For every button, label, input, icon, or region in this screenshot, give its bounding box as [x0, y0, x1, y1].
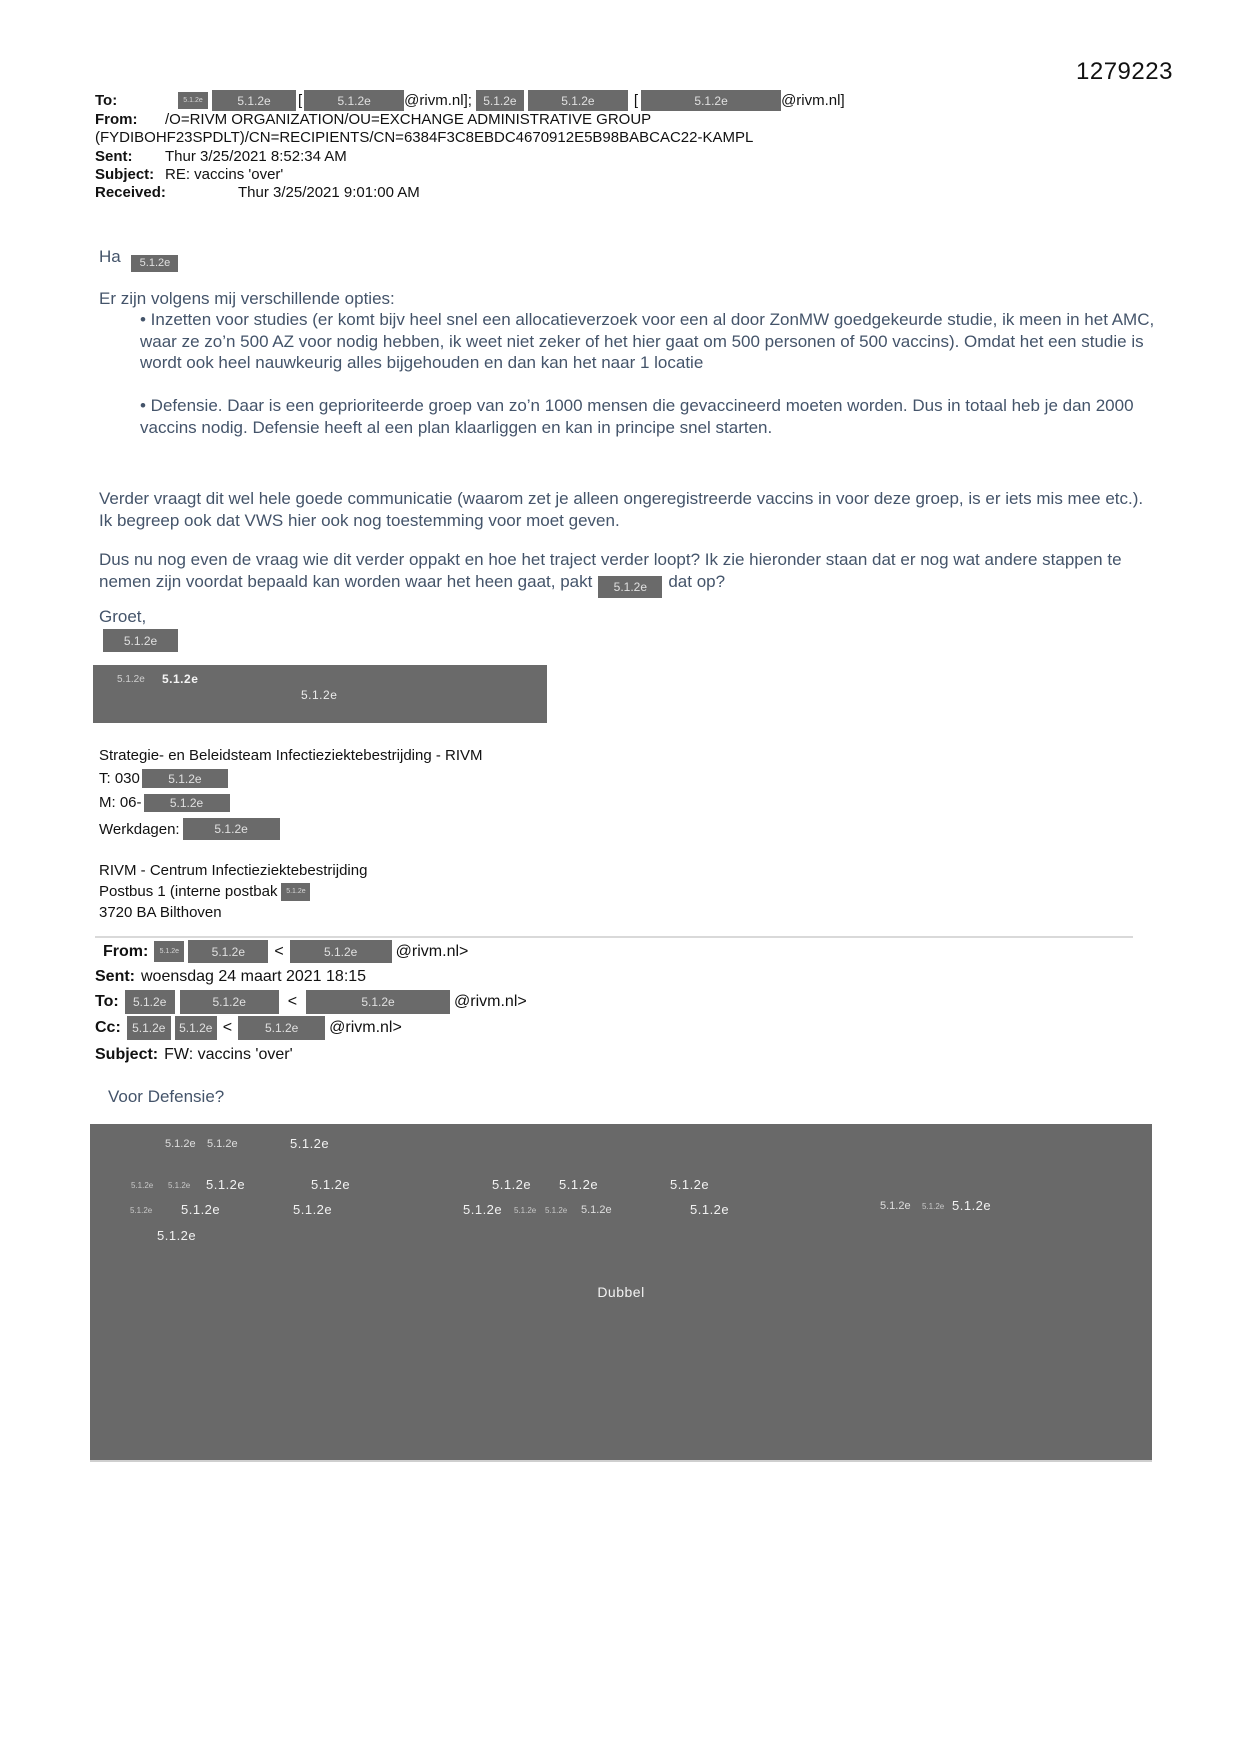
redaction-label: 5.1.2e — [290, 1136, 330, 1151]
paragraph3-pre: Dus nu nog even de vraag wie dit verder oppakt en hoe het traject verder loopt? Ik zie hieronder staan dat er nog wat andere stappen te nemen zijn voordat bepaald kan worden waar het heen gaat, pakt — [99, 550, 1122, 591]
email-suffix: @rivm.nl> — [454, 993, 527, 1010]
address-line1: Postbus 1 (interne postbak — [99, 883, 278, 900]
signature-redaction-block — [93, 665, 547, 723]
redaction-label: 5.1.2e — [206, 1177, 246, 1192]
received-label: Received: — [95, 184, 166, 201]
subject-value: FW: vaccins 'over' — [164, 1046, 293, 1063]
bullet-glyph: • — [140, 310, 146, 329]
redaction-label: 5.1.2e — [880, 1200, 911, 1212]
dubbel-label: Dubbel — [597, 1284, 645, 1300]
angle-bracket: < — [274, 942, 284, 960]
separator-line — [95, 936, 1133, 938]
signature-workdays-row — [99, 818, 280, 840]
bullet-item-1 — [99, 309, 1186, 374]
to-suffix-2: @rivm.nl] — [781, 91, 845, 109]
redaction-label: 5.1.2e — [670, 1177, 710, 1192]
sent-label: Sent: — [95, 148, 133, 165]
redaction-box: 5.1.2e — [290, 940, 392, 963]
redaction-box: 5.1.2e — [281, 883, 310, 901]
redaction-label: 5.1.2e — [559, 1177, 599, 1192]
paragraph3-post: dat op? — [668, 571, 726, 591]
subject-label: Subject: — [95, 166, 155, 183]
angle-bracket: < — [287, 993, 298, 1010]
redaction-label: 5.1.2e — [492, 1177, 532, 1192]
redaction-label: 5.1.2e — [130, 1206, 153, 1215]
redaction-box: 5.1.2e — [476, 90, 524, 111]
angle-bracket: < — [222, 1019, 233, 1036]
bullet1-text: Inzetten voor studies (er komt bijv heel snel een allocatieverzoek voor een al door ZonMW goedgekeurde studie, ik meen in het AMC, waar ze zo’n 500 AZ voor nodig hebben, ik weet niet zeker of het hier gaat om 500 personen of 500 vaccins). Omdat het een studie is wordt ook heel nauwkeurig alles bijgehouden en dan kan het naar 1 locatie — [140, 310, 1155, 372]
subject-label: Subject: — [95, 1046, 159, 1063]
redaction-label: 5.1.2e — [168, 1181, 191, 1190]
email-suffix: @rivm.nl> — [395, 942, 469, 960]
redaction-box: 5.1.2e — [154, 941, 184, 962]
redaction-box: 5.1.2e — [598, 576, 662, 598]
redacted-content-block — [90, 1124, 1152, 1462]
bracket-text: [ — [298, 91, 303, 109]
doc-number: 1279223 — [1076, 58, 1173, 85]
redaction-box: 5.1.2e — [528, 90, 628, 111]
redaction-box: 5.1.2e — [306, 990, 450, 1014]
redaction-label: 5.1.2e — [207, 1138, 238, 1150]
header1-subject-row — [95, 165, 283, 185]
bullet-item-2 — [99, 395, 1186, 438]
redaction-box: 5.1.2e — [175, 1016, 217, 1040]
header2-from-row — [103, 940, 468, 963]
cc-label: Cc: — [95, 1019, 121, 1036]
header1-from-row2 — [95, 128, 753, 148]
header2-sent-row — [95, 966, 366, 988]
redaction-label: 5.1.2e — [311, 1177, 351, 1192]
redaction-box: 5.1.2e — [178, 92, 208, 109]
redaction-box: 5.1.2e — [103, 629, 178, 652]
redaction-box: 5.1.2e — [125, 990, 175, 1014]
mobile-prefix: M: 06- — [99, 794, 142, 811]
redaction-box: 5.1.2e — [131, 255, 178, 272]
redaction-box: 5.1.2e — [144, 794, 230, 812]
question-text: Voor Defensie? — [108, 1087, 225, 1106]
to-label: To: — [95, 91, 118, 109]
sent-value: woensdag 24 maart 2021 18:15 — [141, 968, 367, 985]
signature-org: RIVM - Centrum Infectieziektebestrijding — [99, 862, 368, 879]
redaction-label: 5.1.2e — [952, 1198, 992, 1213]
redaction-label: 5.1.2e — [463, 1202, 503, 1217]
greeting-text: Ha — [99, 247, 121, 266]
email-suffix: @rivm.nl> — [329, 1019, 402, 1036]
paragraph-3 — [99, 549, 1145, 598]
closing-line: Groet, — [99, 607, 147, 626]
paragraph-2: Verder vraagt dit wel hele goede communicatie (waarom zet je alleen ongeregistreerde vaccins in voor deze groep, is er iets mis mee etc.). Ik begreep ook dat VWS hier ook nog toestemming voor moet geven. — [99, 489, 1144, 530]
header2-subject-row — [95, 1044, 293, 1066]
from-label: From: — [95, 111, 138, 128]
to-suffix-1: @rivm.nl]; — [404, 91, 472, 109]
from-value-continued: (FYDIBOHF23SPDLT)/CN=RECIPIENTS/CN=6384F3C8EBDC4670912E5B98BABCAC22-KAMPL — [95, 129, 754, 146]
subject-value: RE: vaccins 'over' — [165, 166, 284, 183]
to-label: To: — [95, 993, 119, 1010]
sent-label: Sent: — [95, 968, 135, 985]
redaction-label: 5.1.2e — [157, 1228, 197, 1243]
signature-address-row — [99, 882, 310, 901]
signature-mobile-row — [99, 793, 230, 812]
header2-cc-row — [95, 1016, 402, 1040]
bracket-text: [ — [633, 91, 639, 109]
redaction-label: 5.1.2e — [514, 1206, 537, 1215]
greeting-line — [99, 246, 1145, 272]
workdays-label: Werkdagen: — [99, 820, 180, 838]
redaction-label: 5.1.2e — [301, 688, 338, 702]
redaction-box: 5.1.2e — [127, 1016, 171, 1040]
from-label: From: — [103, 942, 149, 960]
from-value: /O=RIVM ORGANIZATION/OU=EXCHANGE ADMINISTRATIVE GROUP — [165, 111, 652, 128]
redaction-box: 5.1.2e — [238, 1016, 325, 1040]
bullet2-text: Defensie. Daar is een geprioriteerde groep van zo’n 1000 mensen die gevaccineerd moeten worden. Dus in totaal heb je dan 2000 vaccins nodig. Defensie heeft al een plan klaarliggen en kan in principe snel starten. — [140, 396, 1134, 437]
redaction-label: 5.1.2e — [165, 1138, 196, 1150]
header1-from-row — [95, 110, 651, 130]
received-value: Thur 3/25/2021 9:01:00 AM — [238, 184, 420, 201]
redaction-label: 5.1.2e — [581, 1204, 612, 1216]
redaction-box: 5.1.2e — [183, 818, 280, 840]
redaction-box: 5.1.2e — [188, 940, 268, 963]
header2-to-row — [95, 990, 527, 1014]
redaction-box: 5.1.2e — [180, 990, 279, 1014]
redaction-box: 5.1.2e — [212, 90, 296, 111]
redaction-label: 5.1.2e — [293, 1202, 333, 1217]
header1-sent-row — [95, 147, 347, 167]
sent-value: Thur 3/25/2021 8:52:34 AM — [165, 148, 347, 165]
redaction-label: 5.1.2e — [545, 1206, 568, 1215]
redaction-box: 5.1.2e — [142, 769, 228, 788]
redaction-label: 5.1.2e — [117, 674, 145, 685]
redaction-label: 5.1.2e — [690, 1202, 730, 1217]
signature-team: Strategie- en Beleidsteam Infectieziektebestrijding - RIVM — [99, 747, 483, 764]
redaction-box: 5.1.2e — [641, 90, 781, 111]
redaction-label: 5.1.2e — [162, 672, 199, 686]
intro-paragraph: Er zijn volgens mij verschillende opties: — [99, 289, 395, 308]
phone-prefix: T: 030 — [99, 770, 140, 787]
redaction-box: 5.1.2e — [304, 90, 404, 111]
bullet-glyph: • — [140, 396, 146, 415]
redaction-label: 5.1.2e — [131, 1181, 154, 1190]
redaction-label: 5.1.2e — [922, 1202, 945, 1211]
signature-address-line2: 3720 BA Bilthoven — [99, 904, 222, 921]
redaction-label: 5.1.2e — [181, 1202, 221, 1217]
header1-to-row — [95, 90, 845, 111]
signature-phone-row — [99, 769, 228, 788]
header1-received-row — [95, 183, 420, 203]
